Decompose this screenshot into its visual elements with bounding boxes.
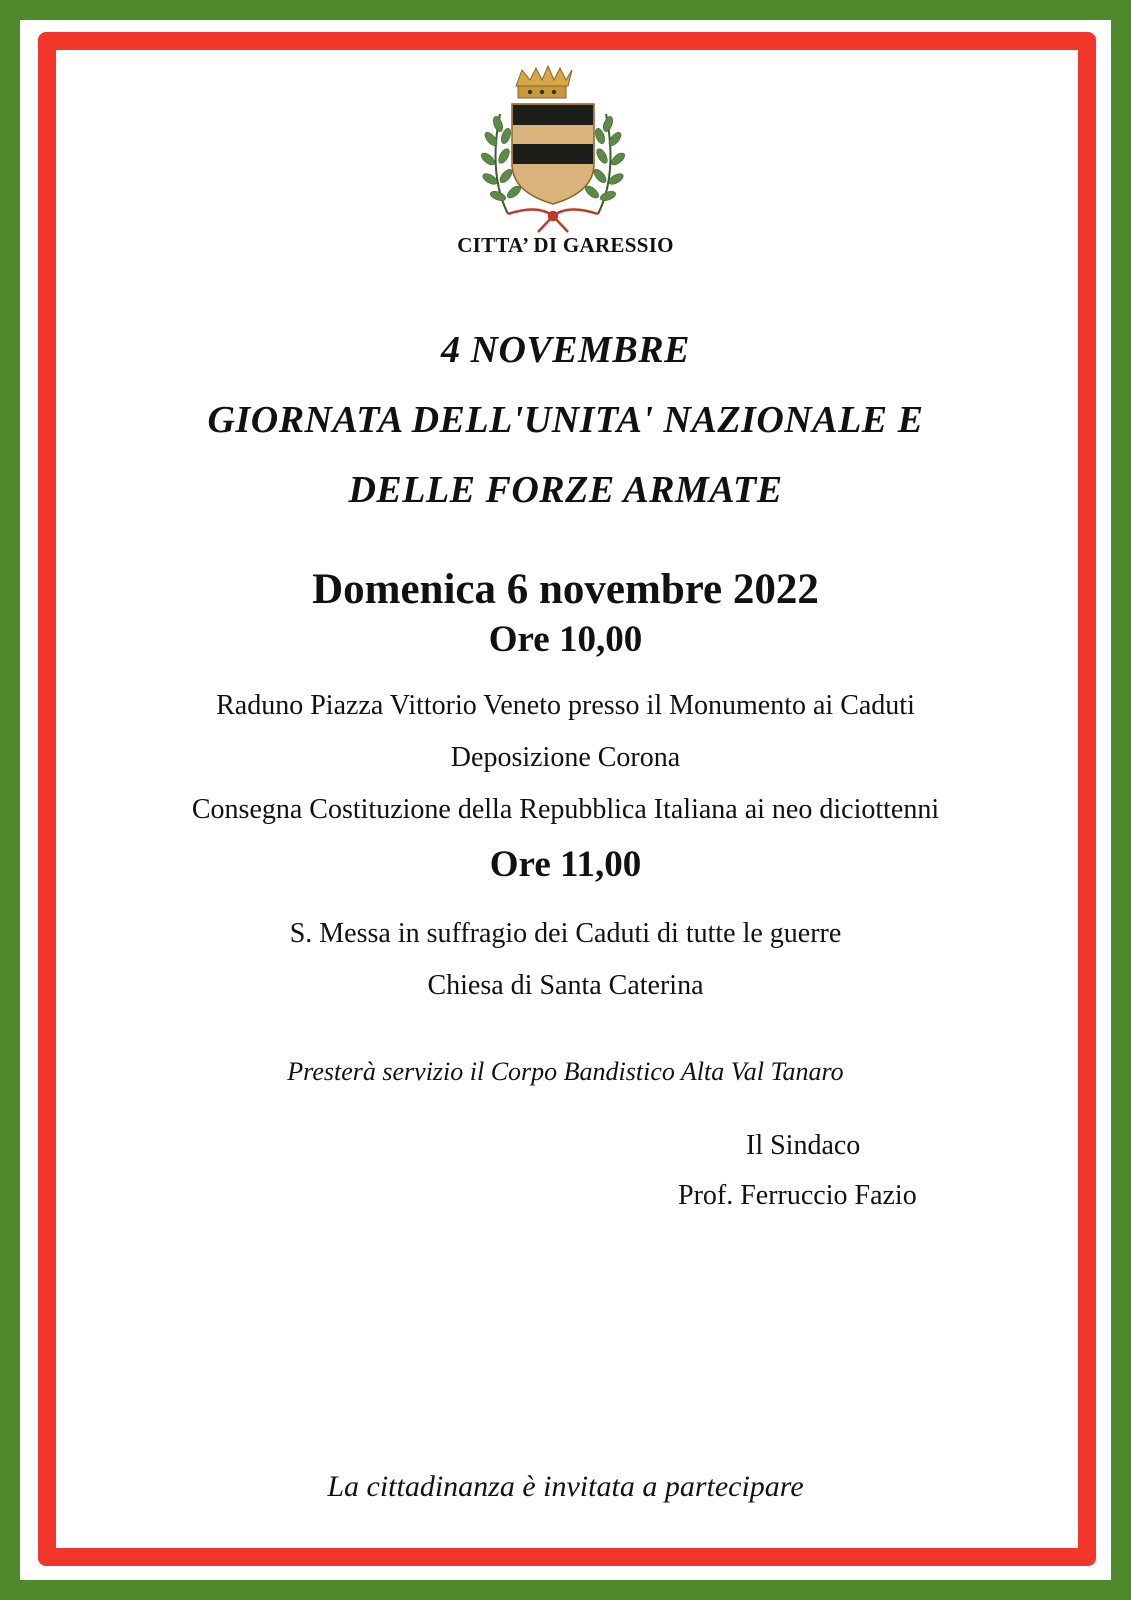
program-item: Consegna Costituzione della Repubblica Italiana ai neo diciottenni (191, 794, 940, 825)
title-date-heading: 4 NOVEMBRE (441, 329, 690, 371)
program-item: Raduno Piazza Vittorio Veneto presso il Monumento ai Caduti (216, 690, 915, 721)
coat-of-arms-emblem (478, 64, 628, 236)
time-first: Ore 10,00 (488, 619, 643, 660)
shield-icon (512, 104, 594, 204)
ribbon-icon (508, 209, 598, 232)
program-item: Deposizione Corona (450, 742, 681, 773)
program-item: S. Messa in suffragio dei Caduti di tutte le guerre (289, 918, 842, 949)
event-date: Domenica 6 novembre 2022 (312, 566, 819, 613)
title-line-2: GIORNATA DELL'UNITA' NAZIONALE E (207, 399, 924, 441)
band-note: Presterà servizio il Corpo Bandistico Alta Val Tanaro (287, 1057, 844, 1086)
footer-invitation: La cittadinanza è invitata a partecipare (327, 1470, 804, 1503)
signature-name: Prof. Ferruccio Fazio (678, 1180, 917, 1211)
time-second: Ore 11,00 (489, 844, 642, 885)
signature-role: Il Sindaco (746, 1130, 861, 1161)
crown-icon (516, 66, 572, 98)
city-name: CITTA’ DI GARESSIO (457, 233, 674, 257)
program-item: Chiesa di Santa Caterina (427, 970, 704, 1001)
title-line-3: DELLE FORZE ARMATE (348, 469, 783, 511)
